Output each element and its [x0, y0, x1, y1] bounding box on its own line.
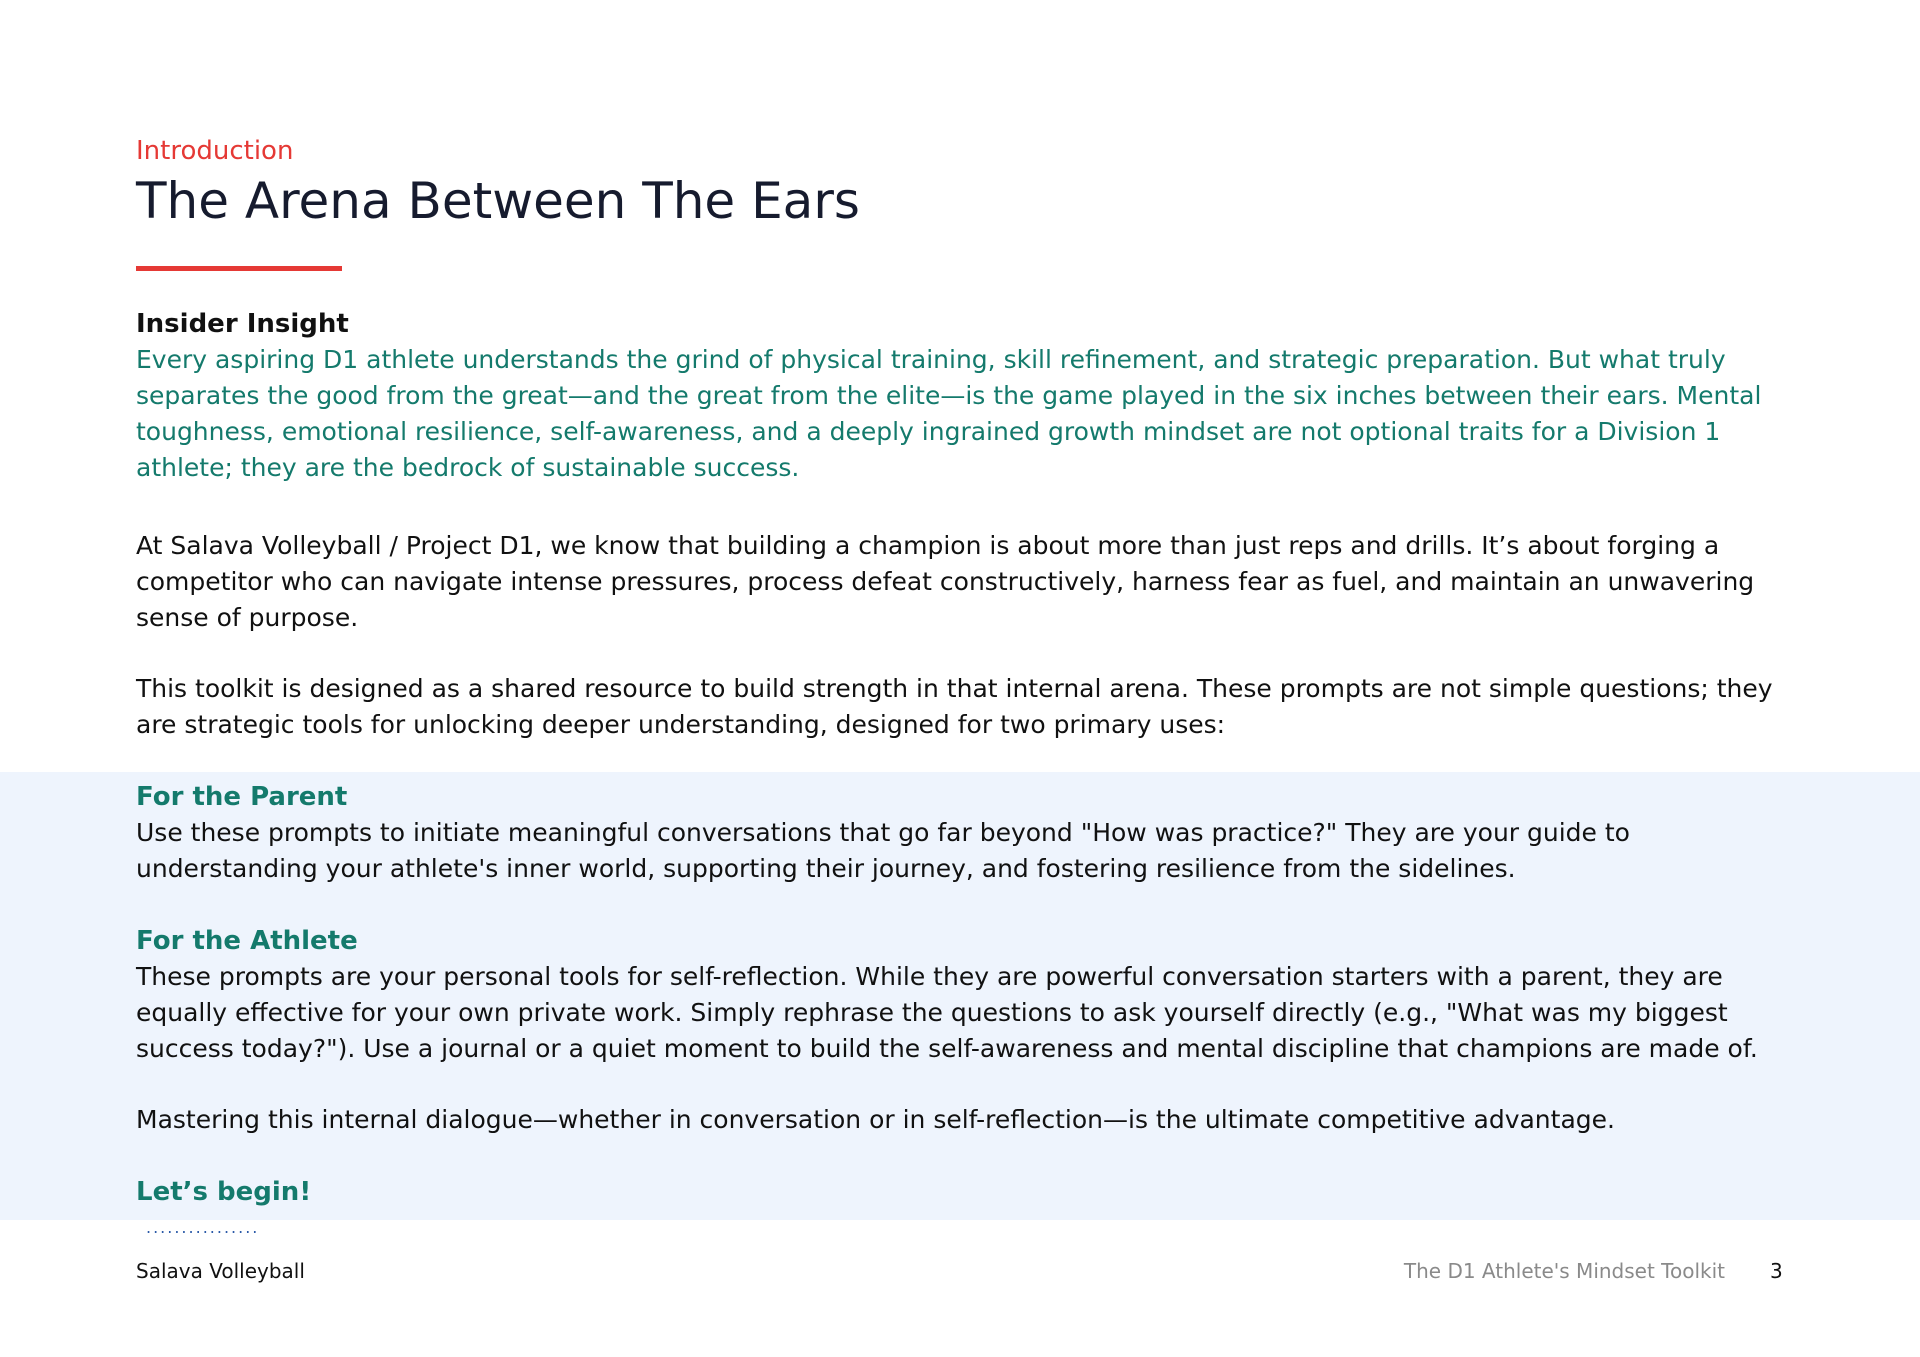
intro-paragraph-1: At Salava Volleyball / Project D1, we know that building a champion is about more than just reps and drills. It’s about forging a competitor who can navigate intense pressures, process defeat constructively, harness fear as fuel, and maintain an unwavering sense of purpose.: [136, 531, 1755, 632]
parent-text: Use these prompts to initiate meaningful conversations that go far beyond "How was practice?" They are your guide to understanding your athlete's inner world, supporting their journey, and fostering resilience from the sidelines.: [136, 818, 1630, 883]
footer-document-title: The D1 Athlete's Mindset Toolkit: [1403, 1259, 1725, 1283]
insight-text: Every aspiring D1 athlete understands the grind of physical training, skill refinement, and strategic preparation. But what truly separates the good from the great—and the great from the elite—is the game played in the six inches between their ears. Mental toughness, emotional resilience, self-awareness, and a deeply ingrained growth mindset are not optional traits for a Division 1 athlete; they are the bedrock of sustainable success.: [136, 345, 1762, 482]
athlete-heading: For the Athlete: [136, 926, 358, 956]
page-title: The Arena Between The Ears: [136, 172, 860, 230]
title-accent-divider: [136, 266, 342, 271]
closing-paragraph: Mastering this internal dialogue—whether in conversation or in self-reflection—is the ultimate competitive advantage.: [136, 1105, 1615, 1134]
athlete-text: These prompts are your personal tools for self-reflection. While they are powerful conversation starters with a parent, they are equally effective for your own private work. Simply rephrase the questions to ask yourself directly (e.g., "What was my biggest success today?"). Use a journal or a quiet moment to build the self-awareness and mental discipline that champions are made of.: [136, 962, 1758, 1063]
footer-brand: Salava Volleyball: [136, 1259, 305, 1283]
parent-heading: For the Parent: [136, 782, 348, 812]
begin-heading: Let’s begin!: [136, 1177, 312, 1207]
insight-heading: Insider Insight: [136, 309, 349, 339]
page-number: 3: [1770, 1259, 1783, 1283]
intro-paragraph-2: This toolkit is designed as a shared resource to build strength in that internal arena. These prompts are not simple questions; they are strategic tools for unlocking deeper understanding, designed for two primary uses:: [136, 674, 1773, 739]
section-label: Introduction: [136, 136, 294, 166]
dotted-leader: ................: [146, 1218, 260, 1237]
